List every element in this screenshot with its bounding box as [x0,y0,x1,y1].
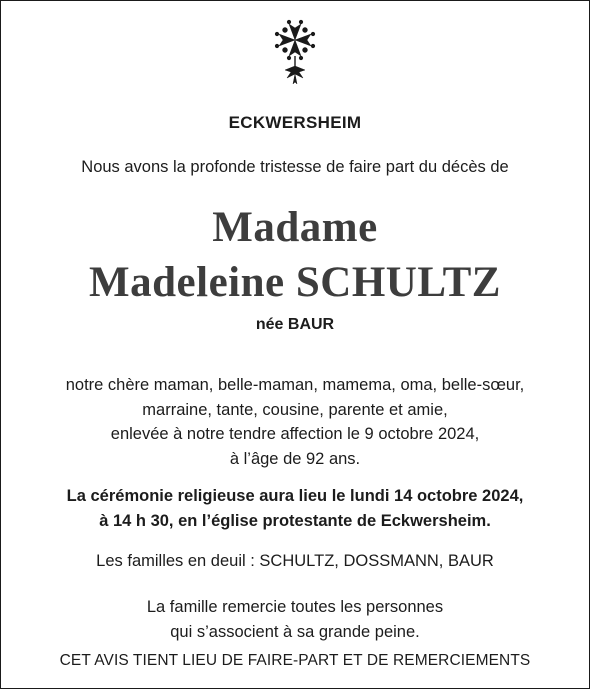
thanks-line: qui s’associent à sa grande peine. [170,622,420,641]
description-line: notre chère maman, belle-maman, mamema, oma, belle-sœur, [65,376,525,394]
intro-text: Nous avons la profonde tristesse de faire part du décès de [81,158,509,176]
deceased-name: Madeleine SCHULTZ [89,259,501,306]
ceremony-line: à 14 h 30, en l’église protestante de Eckwersheim. [99,511,491,530]
ceremony-line: La cérémonie religieuse aura lieu le lundi 14 octobre 2024, [66,487,524,505]
thanks-line: La famille remercie toutes les personnes [146,598,444,616]
description-line: enlevée à notre tendre affection le 9 octobre 2024, [110,425,480,443]
description-block [0,373,590,471]
thanks-block [0,595,590,644]
maiden-name: née BAUR [255,316,335,333]
description-line: marraine, tante, cousine, parente et amie, [142,400,448,419]
huguenot-cross-icon [265,10,325,88]
deceased-title: Madame [212,204,378,251]
description-line: à l’âge de 92 ans. [229,449,361,468]
ceremony-block [0,484,590,533]
footer-notice: CET AVIS TIENT LIEU DE FAIRE-PART ET DE REMERCIEMENTS [59,652,531,669]
town-heading: ECKWERSHEIM [228,113,362,132]
families-text: Les familles en deuil : SCHULTZ, DOSSMANN, BAUR [96,552,494,570]
